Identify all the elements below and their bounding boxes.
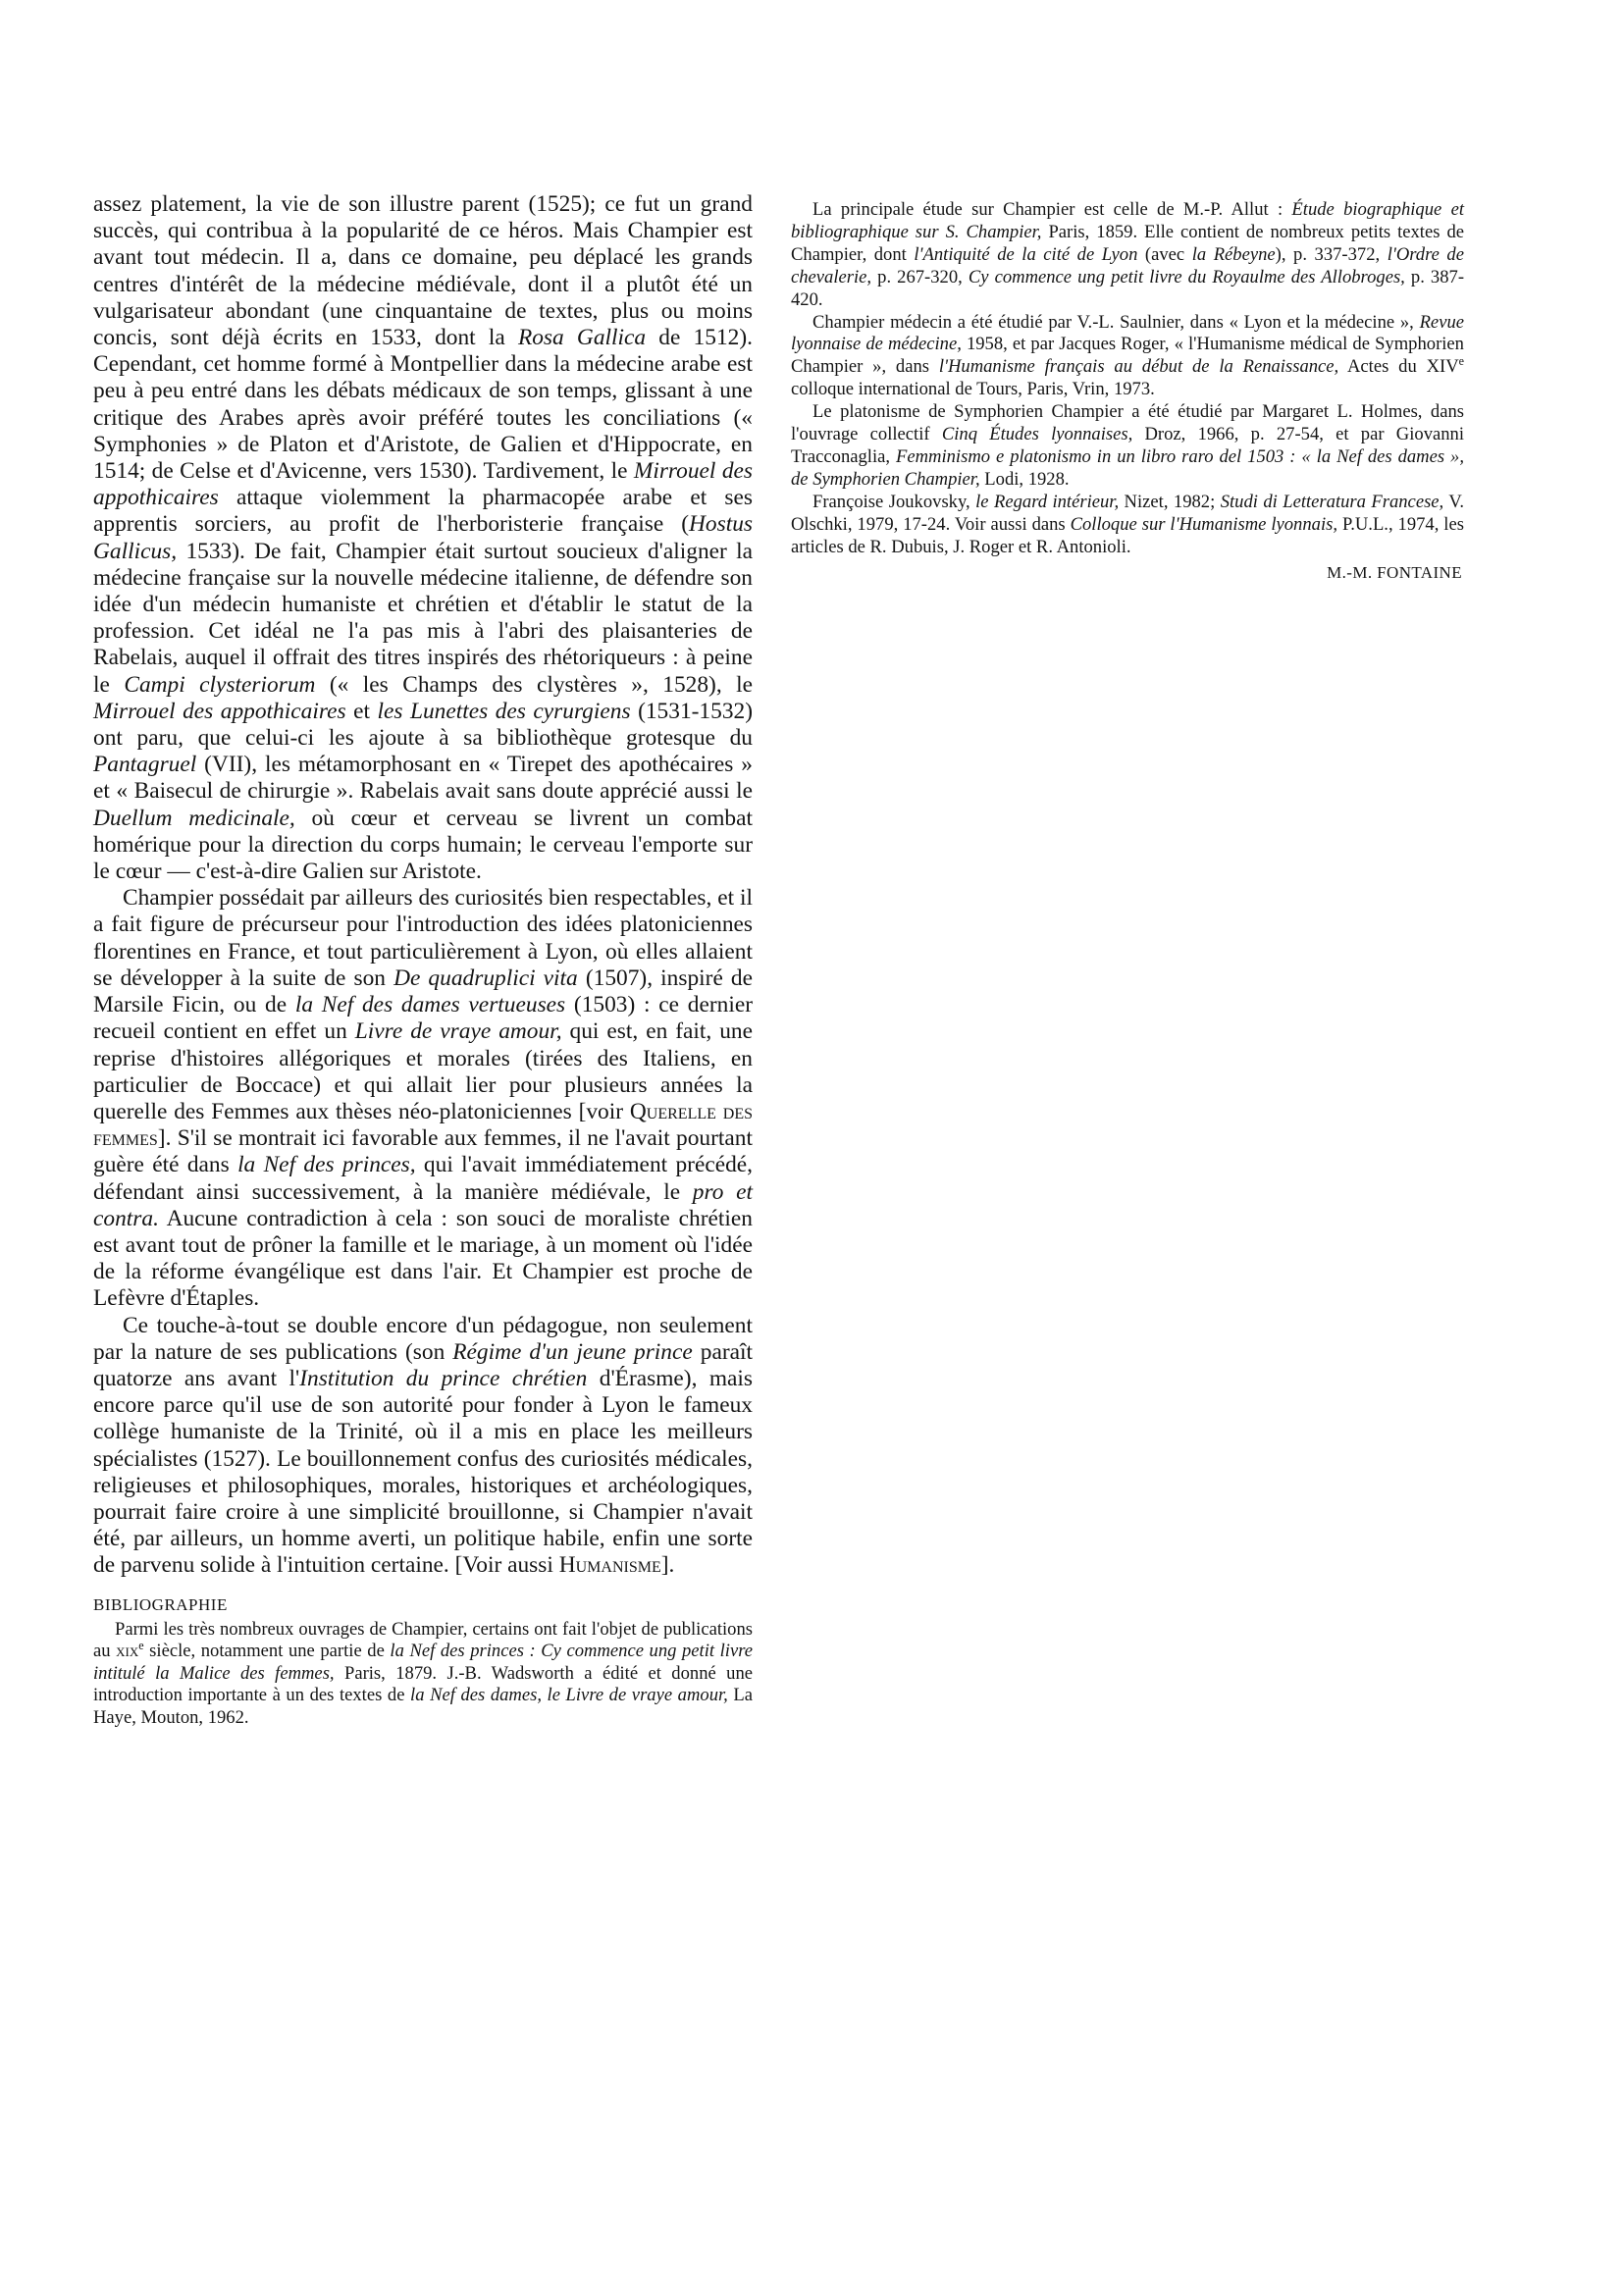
superscript-run: e xyxy=(1458,354,1464,369)
text-run: Aucune contradiction à cela : son souci de moraliste chrétien est avant tout de prôner la famille et le mariage, à un moment où l'idée de la réforme évangélique est dans l'air. Et Champier est proche de Lefèvre d'Étaples. xyxy=(93,1205,753,1312)
smallcaps-run: Querelle des femmes xyxy=(93,1098,753,1152)
text-run: (1503) : ce dernier recueil contient en effet un xyxy=(93,992,753,1045)
text-run: (VII), les métamorphosant en « Tirepet des apothécaires » et « Baisecul de chirurgie ». Rabelais avait sans doute apprécié aussi le xyxy=(93,752,753,805)
text-run: qui est, en fait, une reprise d'histoires allégoriques et morales (tirées des Italiens, en particulier de Boccace) et qui allait lier pour plusieurs années la querelle des Femmes aux thèses néo-platoniciennes [voir xyxy=(93,1018,754,1124)
text-run: La principale étude sur Champier est celle de M.-P. Allut : xyxy=(812,199,1292,220)
italic-run: la Nef des princes, xyxy=(237,1152,416,1178)
italic-run: pro et contra. xyxy=(93,1178,753,1231)
text-run: p. 267-320, xyxy=(871,266,969,287)
text-run: ]. xyxy=(660,1552,675,1579)
italic-run: la Rébeyne xyxy=(1191,243,1276,265)
text-run: Ce touche-à-tout se double encore d'un pédagogue, non seulement par la nature de ses publications (son xyxy=(93,1312,753,1365)
bibliography-paragraph xyxy=(791,312,1464,402)
italic-run: l'Antiquité de la cité de Lyon xyxy=(914,243,1138,265)
italic-run: De quadruplici vita xyxy=(393,965,578,991)
text-run: Le platonisme de Symphorien Champier a été étudié par Margaret L. Holmes, dans l'ouvrage collectif xyxy=(791,401,1464,445)
text-run: Champier possédait par ailleurs des curiosités bien respectables, et il a fait figure de précurseur pour l'introduction des idées platoniciennes florentines en France, et tout particulièrement à Lyon, où elles allaient se développer à la suite de son xyxy=(93,885,753,991)
text-run: paraît quatorze ans avant l' xyxy=(93,1338,753,1391)
text-run: Paris, 1879. J.-B. Wadsworth a édité et donné une introduction importante à un des textes de xyxy=(93,1662,753,1706)
bibliography-paragraph xyxy=(791,492,1464,559)
text-run: Droz, 1966, p. 27-54, et par Giovanni Tracconaglia, xyxy=(791,424,1465,467)
text-run: Lodi, 1928. xyxy=(979,468,1070,490)
text-run: Parmi les très nombreux ouvrages de Champier, certains ont fait l'objet de publications au xyxy=(93,1618,753,1662)
italic-run: Revue lyonnaise de médecine, xyxy=(791,311,1464,355)
bibliography-left xyxy=(93,1619,753,1730)
bibliography-right xyxy=(791,199,1464,559)
text-run: p. 387-420. xyxy=(791,266,1465,310)
text-run: La Haye, Mouton, 1962. xyxy=(93,1685,754,1728)
left-column xyxy=(93,191,753,1730)
text-run: (avec xyxy=(1137,243,1192,265)
author-signature: M.-M. FONTAINE xyxy=(1327,562,1462,582)
italic-run: Mirrouel des appothicaires xyxy=(93,698,346,724)
italic-run: la Nef des dames, le Livre de vraye amour, xyxy=(410,1685,728,1706)
article-paragraph xyxy=(93,191,753,885)
smallcaps-run: Humanisme xyxy=(558,1552,661,1579)
italic-run: Livre de vraye amour, xyxy=(354,1018,562,1045)
bibliography-paragraph xyxy=(93,1619,753,1730)
text-run: qui l'avait immédiatement précédé, défendant ainsi successivement, à la manière médiévale, le xyxy=(93,1152,754,1205)
italic-run: Pantagruel xyxy=(93,752,197,778)
text-run: 1958, et par Jacques Roger, « l'Humanisme médical de Symphorien Champier », dans xyxy=(791,334,1464,378)
text-run: (1531-1532) ont paru, que celui-ci les ajoute à sa bibliothèque grotesque du xyxy=(93,698,753,752)
italic-run: la Nef des dames vertueuses xyxy=(294,992,566,1018)
text-run: siècle, notamment une partie de xyxy=(143,1641,391,1662)
italic-run: l'Ordre de chevalerie, xyxy=(791,243,1464,287)
article-body xyxy=(93,191,753,1580)
text-run: de 1512). Cependant, cet homme formé à Montpellier dans la médecine arabe est peu à peu entré dans les débats médicaux de son temps, glissant à une critique des Arabes après avoir préféré toutes les conciliations (« Symphonies » de Platon et d'Aristote, de Galien et d'Hippocrate, en 1514; de Celse et d'Avicenne, vers 1530). Tardivement, le xyxy=(93,325,753,485)
right-column xyxy=(791,199,1464,583)
italic-run: Étude biographique et bibliographique sur S. Champier, xyxy=(791,199,1464,242)
text-run: ), p. 337-372, xyxy=(1275,243,1388,265)
italic-run: Duellum medicinale, xyxy=(93,805,295,831)
bibliography-heading: BIBLIOGRAPHIE xyxy=(93,1594,228,1614)
text-run: V. Olschki, 1979, 17-24. Voir aussi dans xyxy=(791,491,1464,535)
text-run: d'Érasme), mais encore parce qu'il use de son autorité pour fonder à Lyon le fameux collège humaniste de la Trinité, où il a mis en place les meilleurs spécialistes (1527). Le bouillonnement confus des curiosités médicales, religieuses et philosophiques, morales, historiques et archéologiques, pourrait faire croire à une simplicité brouillonne, si Champier n'avait été, par ailleurs, un homme averti, un politique habile, enfin une sorte de parvenu solide à l'intuition certaine. [Voir aussi xyxy=(93,1365,753,1579)
italic-run: Hostus Gallicus, xyxy=(93,511,753,564)
text-run: Actes du XIV xyxy=(1338,356,1459,378)
italic-run: l'Humanisme français au début de la Renaissance, xyxy=(938,356,1339,378)
italic-run: la Nef des princes : Cy commence ung petit livre intitulé la Malice des femmes, xyxy=(93,1641,753,1684)
text-run: Champier médecin a été étudié par V.-L. Saulnier, dans « Lyon et la médecine », xyxy=(812,311,1420,333)
text-run: (« les Champs des clystères », 1528), le xyxy=(315,671,754,698)
italic-run: Rosa Gallica xyxy=(517,325,647,351)
bibliography-paragraph xyxy=(791,401,1464,492)
text-run: attaque violemment la pharmacopée arabe et ses apprentis sorciers, au profit de l'herboristerie française ( xyxy=(93,485,753,538)
italic-run: Institution du prince chrétien xyxy=(299,1365,588,1391)
text-run: Françoise Joukovsky, xyxy=(812,491,976,512)
italic-run: Cinq Études lyonnaises, xyxy=(941,424,1133,445)
bibliography-paragraph xyxy=(791,199,1464,312)
text-run: assez platement, la vie de son illustre parent (1525); ce fut un grand succès, qui contribua à la popularité de ce héros. Mais Champier est avant tout médecin. Il a, dans ce domaine, peu déplacé les grands centres d'intérêt de la médecine médiévale, dont il a plutôt été un vulgarisateur abondant (une cinquantaine de textes, plus ou moins concis, sont déjà écrits en 1533, dont la xyxy=(93,191,753,351)
italic-run: Mirrouel des appothicaires xyxy=(93,458,753,511)
smallcaps-run: xix xyxy=(116,1641,139,1662)
text-run: P.U.L., 1974, les articles de R. Dubuis, J. Roger et R. Antonioli. xyxy=(791,513,1464,557)
article-paragraph xyxy=(93,1313,753,1580)
text-run: où cœur et cerveau se livrent un combat homérique pour la direction du corps humain; le cerveau l'emporte sur le cœur — c'est-à-dire Galien sur Aristote. xyxy=(93,805,753,885)
italic-run: Femminismo e platonismo in un libro raro del 1503 : « la Nef des dames », de Symphorien Champier, xyxy=(791,445,1464,490)
superscript-run: e xyxy=(138,1638,144,1652)
article-paragraph xyxy=(93,885,753,1312)
text-run: Nizet, 1982; xyxy=(1119,491,1221,512)
italic-run: les Lunettes des cyrurgiens xyxy=(377,698,631,724)
text-run: et xyxy=(345,698,378,724)
text-run: ]. S'il se montrait ici favorable aux femmes, il ne l'avait pourtant guère été dans xyxy=(93,1125,753,1178)
italic-run: le Regard intérieur, xyxy=(975,491,1120,512)
text-run: (1507), inspiré de Marsile Ficin, ou de xyxy=(93,965,753,1018)
italic-run: Studi di Letteratura Francese, xyxy=(1220,491,1444,512)
italic-run: Régime d'un jeune prince xyxy=(452,1338,693,1365)
italic-run: Cy commence ung petit livre du Royaulme des Allobroges, xyxy=(968,266,1405,287)
text-run: 1533). De fait, Champier était surtout soucieux d'aligner la médecine française sur la nouvelle médecine italienne, de défendre son idée d'un médecin humaniste et chrétien et d'établir le statut de la profession. Cet idéal ne l'a pas mis à l'abri des plaisanteries de Rabelais, auquel il offrait des titres inspirés des rhétoriqueurs : à peine le xyxy=(93,538,753,698)
italic-run: Campi clysteriorum xyxy=(124,671,316,698)
text-run: Paris, 1859. Elle contient de nombreux petits textes de Champier, dont xyxy=(791,221,1464,265)
italic-run: Colloque sur l'Humanisme lyonnais, xyxy=(1070,513,1337,535)
text-run: colloque international de Tours, Paris, Vrin, 1973. xyxy=(791,379,1155,400)
